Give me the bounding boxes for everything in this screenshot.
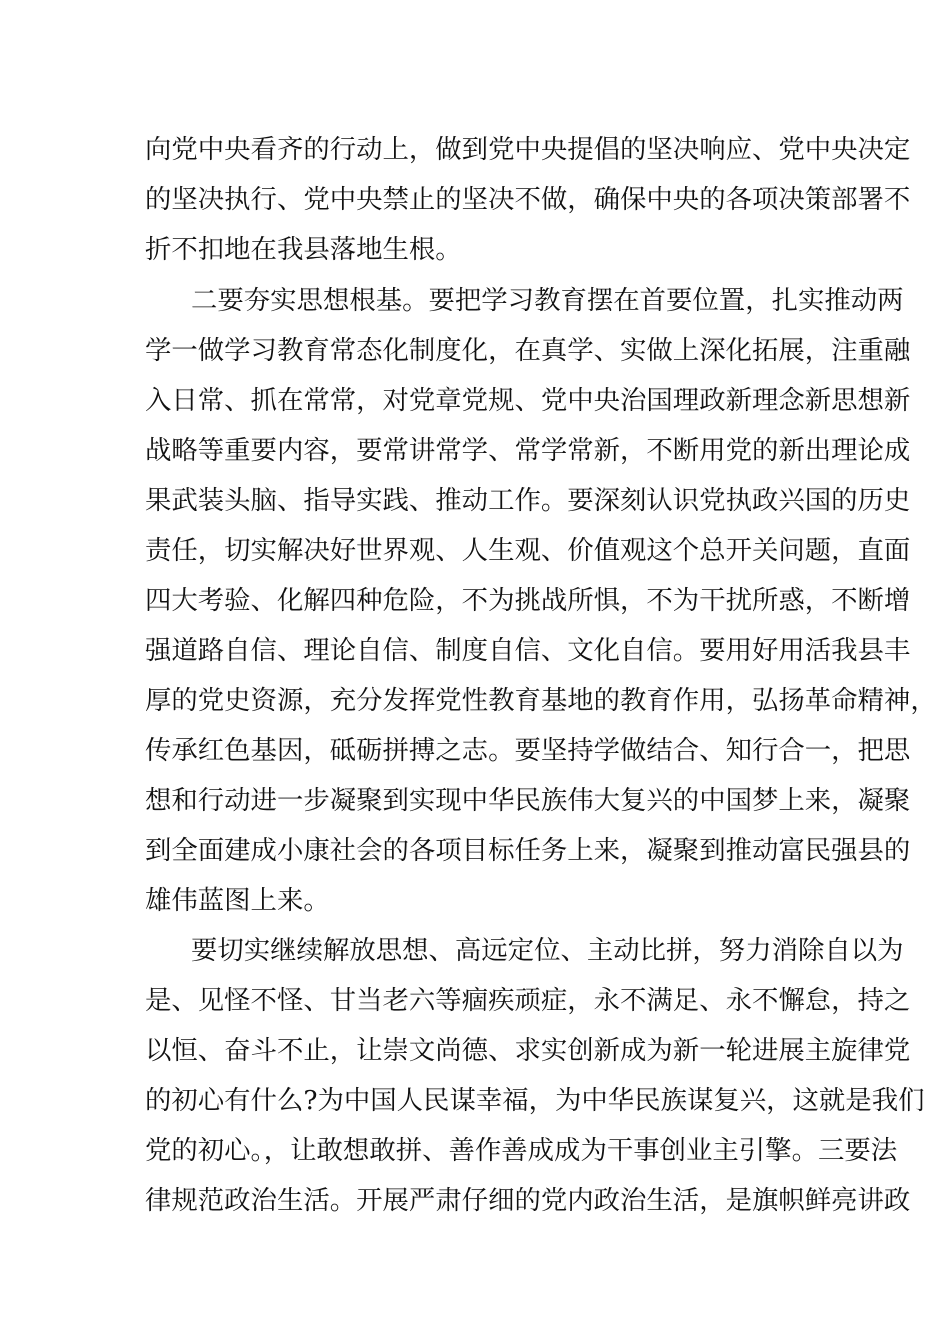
text-line: 厚的党史资源，充分发挥党性教育基地的教育作用，弘扬革命精神，	[145, 685, 937, 716]
text-line: 律规范政治生活。开展严肃仔细的党内政治生活，是旗帜鲜亮讲政	[145, 1185, 911, 1216]
text-line: 传承红色基因，砥砺拼搏之志。要坚持学做结合、知行合一，把思	[145, 735, 911, 766]
paragraph-start-line: 要切实继续解放思想、高远定位、主动比拼，努力消除自以为	[191, 935, 904, 966]
paragraph-start-line: 二要夯实思想根基。要把学习教育摆在首要位置，扎实推动两	[191, 285, 904, 316]
text-line: 党的初心。，让敢想敢拼、善作善成成为干事创业主引擎。三要法	[145, 1135, 898, 1166]
text-line: 到全面建成小康社会的各项目标任务上来，凝聚到推动富民强县的	[145, 835, 911, 866]
text-line: 的坚决执行、党中央禁止的坚决不做，确保中央的各项决策部署不	[145, 184, 911, 215]
text-line: 的初心有什么?为中国人民谋幸福，为中华民族谋复兴，这就是我们	[145, 1085, 925, 1116]
text-line: 四大考验、化解四种危险，不为挑战所惧，不为干扰所惑，不断增	[145, 585, 911, 616]
text-line: 以恒、奋斗不止，让崇文尚德、求实创新成为新一轮进展主旋律党	[145, 1035, 911, 1066]
text-line: 向党中央看齐的行动上，做到党中央提倡的坚决响应、党中央决定	[145, 134, 911, 165]
text-line: 是、见怪不怪、甘当老六等痼疾顽症，永不满足、永不懈怠，持之	[145, 985, 911, 1016]
text-line: 入日常、抓在常常，对党章党规、党中央治国理政新理念新思想新	[145, 385, 911, 416]
text-line: 责任，切实解决好世界观、人生观、价值观这个总开关问题，直面	[145, 535, 911, 566]
text-line: 雄伟蓝图上来。	[145, 885, 330, 916]
text-line: 战略等重要内容，要常讲常学、常学常新，不断用党的新出理论成	[145, 435, 911, 466]
text-line: 折不扣地在我县落地生根。	[145, 234, 462, 265]
text-line: 果武装头脑、指导实践、推动工作。要深刻认识党执政兴国的历史	[145, 485, 911, 516]
text-line: 想和行动进一步凝聚到实现中华民族伟大复兴的中国梦上来，凝聚	[145, 785, 911, 816]
text-line: 强道路自信、理论自信、制度自信、文化自信。要用好用活我县丰	[145, 635, 911, 666]
text-line: 学一做学习教育常态化制度化，在真学、实做上深化拓展，注重融	[145, 335, 911, 366]
